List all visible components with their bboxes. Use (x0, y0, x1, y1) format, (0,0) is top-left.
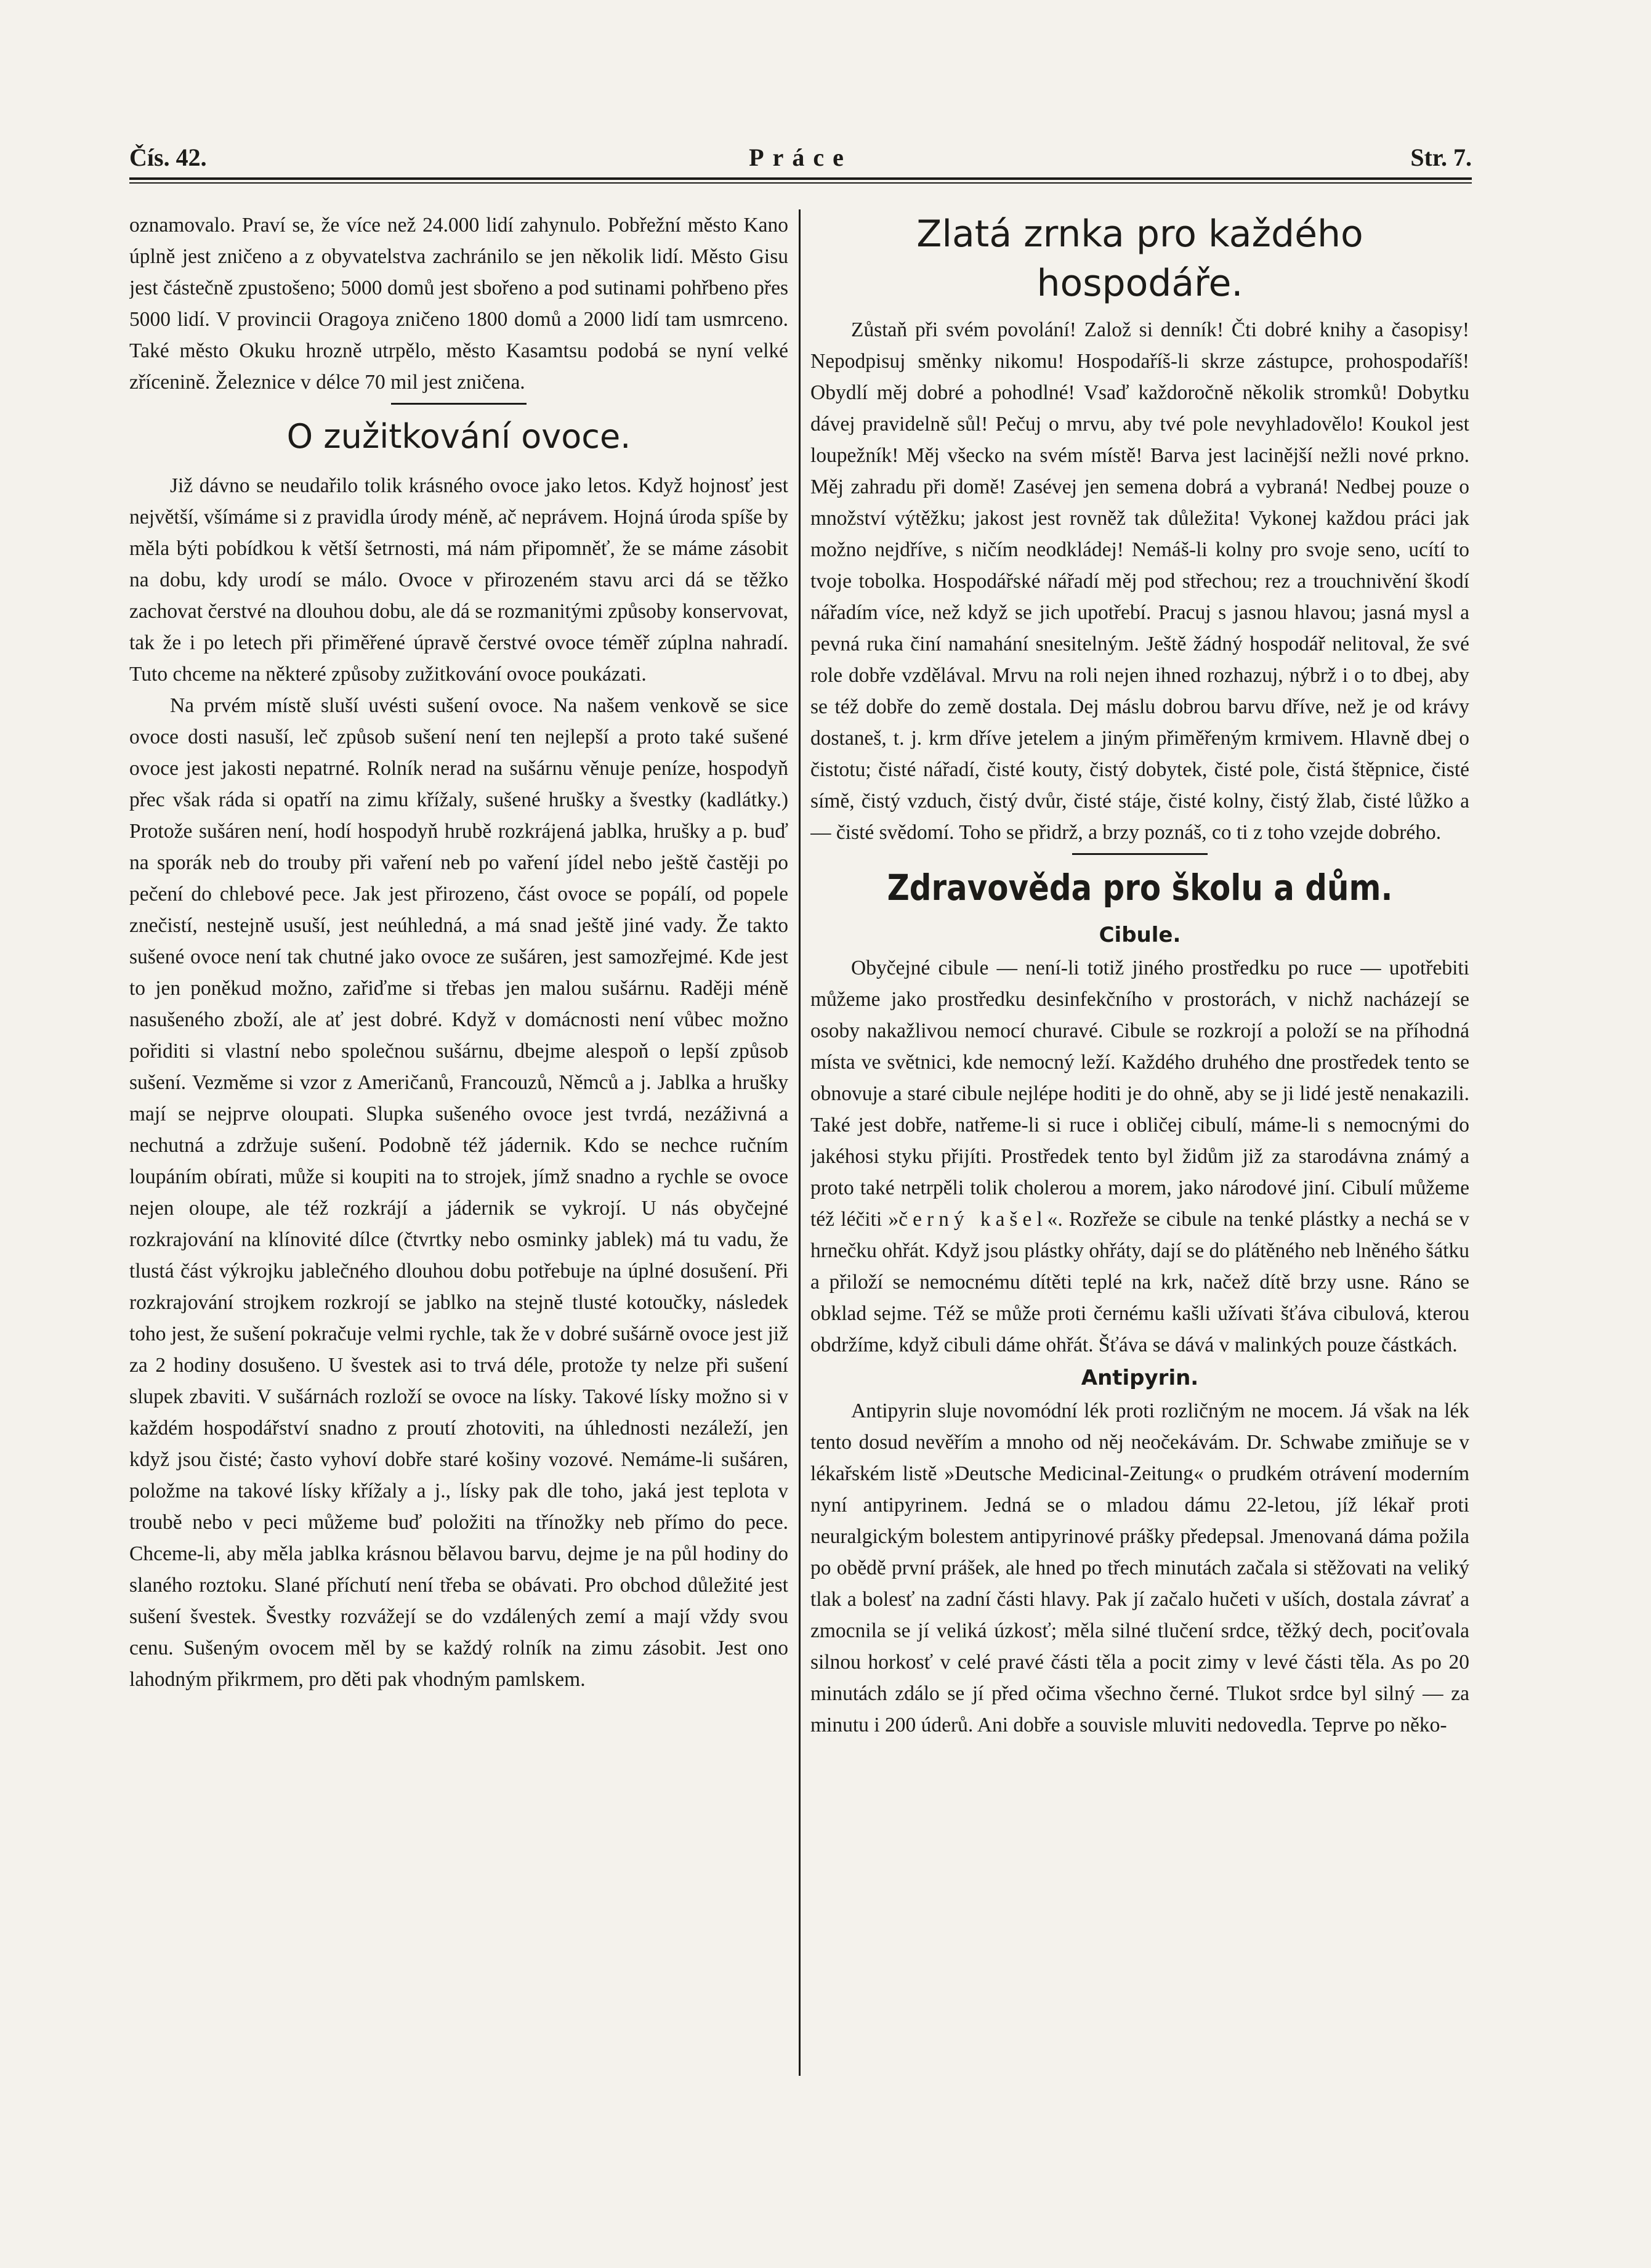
golden-grains-text: Zůstaň při svém povolání! Založ si denník! Čti dobré knihy a časopisy! Nepodpisuj směnky nikomu! Hospodaříš-li skrze zástupce, prohospodaříš! Obydlí měj dobré a pohodlné! Vsaď každoročně několik stromků! Dobytku dávej pravidelně sůl! Pečuj o mrvu, aby tvé pole nevyhladovělo! Koukol jest loupežník! Měj všecko na svém místě! Barva jest lacinější nežli nové prkno. Měj zahradu při domě! Zasévej jen semena dobrá a vybraná! Nedbej pouze o množství výtěžku; jakost jest rovněž tak důležita! Vykonej každou práci jak možno nejdříve, s ničím neodkládej! Nemáš-li kolny pro svoje seno, ucítí to tvoje tobolka. Hospodářské nářadí měj pod střechou; rez a trouchnivění škodí nářadím více, než když se jich upotřebí. Pracuj s jasnou hlavou; jasná mysl a pevná ruka činí namahání snesitelným. Ještě žádný hospodář nelitoval, že své role dobře vzdělával. Mrvu na roli nejen ihned rozhazuj, nýbrž i o to dbej, aby se též dobře do země dostala. Dej máslu dobrou barvu dříve, než je od krávy dostaneš, t. j. krm dříve jetelem a jiným přiměřeným krmivem. Hlavně dbej o čistotu; čisté nářadí, čisté kouty, čistý dobytek, čisté pole, čistá štěpnice, čisté símě, čistý vzduch, čistý dvůr, čisté stáje, čisté kolny, čistý žlab, čisté lůžko a — čisté svědomí. Toho se přidrž, a brzy poznáš, co ti z toho vzejde dobrého. (810, 318, 1469, 844)
whooping-cough-term: černý kašel (898, 1208, 1048, 1231)
header-rule-thin (129, 182, 1472, 184)
page-number: Str. 7. (1410, 144, 1472, 171)
onion-paragraph (810, 952, 1469, 1361)
antipyrin-paragraph: Antipyrin sluje novomódní lék proti rozličným ne mocem. Já však na lék tento dosud nevěřím a mnoho od něj neočekávám. Dr. Schwabe zmiňuje se v lékařském listě »Deutsche Medicinal-Zeitung« o prudkém otrávení moderním nyní antipyrinem. Jedná se o mladou dámu 22-letou, jíž lékař proti neuralgickým bolestem antipyrinové prášky předepsal. Jmenovaná dáma požila po obědě první prášek, ale hned po třech minutách začala si stěžovati na veliký tlak a bolesť na zadní části hlavy. Pak jí začalo hučeti v uších, dostala závrať a zmocnila se jí veliká úzkosť; měla silné tlučení srdce, těžký dech, pociťovala silnou horkosť v celé pravé části těla a pocit zimy v levé části těla. As po 20 minutách zdálo se jí před očima všechno černé. Tlukot srdce byl silný — za minutu i 200 úderů. Ani dobře a souvisle mluviti nedovedla. Teprve po něko- (810, 1399, 1469, 1736)
onion-text-a: Obyčejné cibule — není-li totiž jiného prostředku po ruce — upotřebiti můžeme jako prostředku desinfekčního v prostorách, v nichž nacházejí se osoby nakažlivou nemocí churavé. Cibule se rozkrojí a položí se na příhodná místa ve světnici, kde nemocný leží. Každého druhého dne prostředek tento se obnovuje a staré cibule nejlépe hoditi je do ohně, aby se ji lidé jestě nenakazili. Také jest dobře, natřeme-li si ruce i obličej cibulí, máme-li s nemocnými do jakéhosi styku přijíti. Prostředek tento byl židům již za starodávna známý a proto také netrpěli tolik cholerou a morem, jako národové jiní. Cibulí můžeme též léčiti » (810, 957, 1469, 1231)
fruit-paragraph-2: Na prvém místě sluší uvésti sušení ovoce. Na našem venkově se sice ovoce dosti nasuší, leč způsob sušení není ten nejlepší a proto také sušené ovoce jest jakosti nepatrné. Rolník nerad na sušárnu věnuje peníze, hospodyň přec však ráda si opatří na zimu křížaly, sušené hrušky a švestky (kadlátky.) Protože sušáren není, hodí hospodyň hrubě rozkrájená jablka, hrušky a p. buď na sporák neb do trouby při vaření neb po vaření jídel nebo ještě častěji po pečení do chlebové pece. Jak jest přirozeno, část ovoce se popálí, od popele znečistí, nestejně usuší, jest neúhledná, a má snad ještě jiné vady. Že takto sušené ovoce není tak chutné jako ovoce ze sušáren, jest samozřejmé. Kde jest to jen poněkud možno, zařiďme si třebas jen malou sušárnu. Raději méně nasušeného zboží, ale ať jest dobré. Když v domácnosti není vůbec možno pořiditi si vlastní nebo společnou sušárnu, dbejme alespoň o lepší způsob sušení. Vezměme si vzor z Američanů, Francouzů, Němců a j. Jablka a hrušky mají se nejprve oloupati. Slupka sušeného ovoce jest tvrdá, nezáživná a nechutná a zdržuje sušení. Podobně též jádernik. Kdo se nechce ručním loupáním obírati, může si koupiti na to strojek, jímž snadno a rychle se ovoce nejen oloupe, ale též rozkrájí a jádernik se vykrojí. U nás obyčejné rozkrajování na klínovité dílce (čtvrtky nebo osminky jablek) má tu vadu, že tlustá část výkrojku jablečného dlouhou dobu potřebuje na úplné dosušení. Při rozkrajování strojkem rozkrojí se jablko na stejně tlusté kotoučky, následek toho jest, že sušení pokračuje velmi rychle, tak že v dobré sušárně ovoce jest již za 2 hodiny dosušeno. U švestek asi to trvá déle, protože ty nelze při sušení slupek zbaviti. V sušárnách rozloží se ovoce na lísky. Takové lísky možno si v každém hospodářství snadno z proutí zhotoviti, na úhlednosti nezáleží, jen když jsou čisté; často vyhoví dobře staré košiny vozové. Nemáme-li sušáren, položme na takové lísky křížaly a j., lísky pak dle toho, jaká jest teplota v troubě nebo v peci můžeme buď položiti na třínožky neb přímo do pece. Chceme-li, aby měla jablka krásnou bělavou barvu, dejme je na půl hodiny do slaného roztoku. Slané příchutí není třeba se obávati. Pro obchod důležité jest sušení švestek. Švestky rozvážejí se do vzdálených zemí a mají vždy svou cenu. Sušeným ovocem měl by se každý rolník na zimu zásobit. Jest ono lahodným přikrmem, pro děti pak vhodným pamlskem. (129, 694, 788, 1691)
fruit-article-heading: O zužitkování ovoce. (286, 417, 631, 456)
right-column (810, 209, 1469, 2205)
golden-grains-heading: Zlatá zrnka pro každého hospodáře. (916, 213, 1363, 305)
onion-text-c: «. Rozřeže se cibule na tenké plástky a nechá se v hrnečku ohřát. Když jsou plástky ohřáty, dají se do plátěného neb lněného šátku a přiloží se nemocnému dítěti teplé na krk, načež dítě brzy usne. Ráno se obklad sejme. Též se může proti černému kašli užívati šťáva cibulová, kterou obdržíme, když cibuli dáme ohřát. Šťáva se dává v malinkých pouze částkách. (810, 1208, 1469, 1356)
onion-subheading: Cibule. (1099, 923, 1181, 947)
section-separator (1072, 853, 1208, 855)
header-rule (129, 177, 1472, 180)
page-header (129, 143, 1472, 174)
newspaper-title: Práce (749, 144, 852, 171)
left-column (129, 209, 788, 2205)
issue-number: Čís. 42. (129, 144, 207, 171)
earthquake-article-end: oznamovalo. Praví se, že více než 24.000 lidí zahynulo. Pobřežní město Kano úplně jest zničeno a z obyvatelstva zachránilo se jen několik lidí. Město Gisu jest částečně zpustošeno; 5000 domů jest sbořeno a pod sutinami pohřbeno přes 5000 lidí. V provincii Oragoya zničeno 1800 domů a 2000 lidí tam usmrceno. Také město Okuku hrozně utrpělo, město Kasamtsu podobá se nyní velké zřícenině. Železnice v délce 70 mil jest zničena. (129, 214, 788, 394)
antipyrin-subheading: Antipyrin. (1081, 1366, 1199, 1390)
health-section-heading: Zdravověda pro školu a dům. (887, 867, 1393, 909)
fruit-paragraph-1: Již dávno se neudařilo tolik krásného ovoce jako letos. Když hojnosť jest největší, všímáme si z pravidla úrody méně, ač neprávem. Hojná úroda spíše by měla býti pobídkou k větší šetrnosti, má nám připomněť, že se máme zásobit na dobu, kdy urodí se málo. Ovoce v přirozeném stavu arci dá se těžko zachovat čerstvé na dlouhou dobu, ale dá se rozmanitými způsoby konservovat, tak že i po letech při přiměřené úpravě čerstvé ovoce téměř zúplna nahradí. Tuto chceme na některé způsoby zužitkování ovoce poukázati. (129, 474, 788, 686)
column-divider (799, 209, 801, 2076)
article-separator (391, 403, 527, 405)
